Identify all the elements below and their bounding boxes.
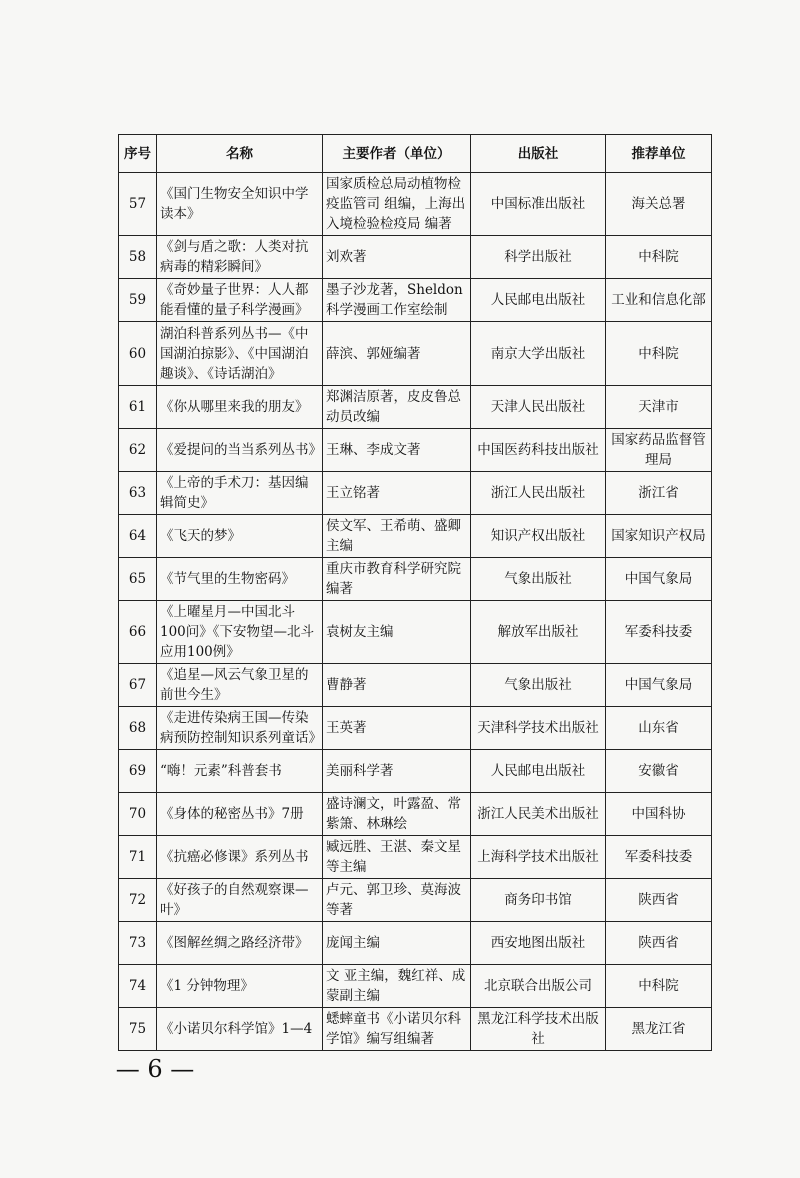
cell-recommender: 中科院 — [606, 965, 712, 1008]
cell-author: 侯文军、王希萌、盛卿主编 — [323, 515, 471, 558]
table-row — [119, 664, 712, 707]
cell-recommender: 陕西省 — [606, 879, 712, 922]
cell-title: 《身体的秘密丛书》7册 — [157, 793, 323, 836]
cell-author: 卢元、郭卫珍、莫海波等著 — [323, 879, 471, 922]
cell-title: 《追星—风云气象卫星的前世今生》 — [157, 664, 323, 707]
cell-publisher: 上海科学技术出版社 — [471, 836, 606, 879]
cell-title: 《1 分钟物理》 — [157, 965, 323, 1008]
cell-title: 《走进传染病王国—传染病预防控制知识系列童话》 — [157, 707, 323, 750]
cell-serial-number: 59 — [119, 279, 157, 322]
header-title: 名称 — [157, 135, 323, 173]
cell-title: 《剑与盾之歌：人类对抗病毒的精彩瞬间》 — [157, 236, 323, 279]
cell-serial-number: 57 — [119, 173, 157, 236]
cell-title: 《抗癌必修课》系列丛书 — [157, 836, 323, 879]
cell-author: 臧远胜、王湛、秦文星等主编 — [323, 836, 471, 879]
cell-publisher: 中国医药科技出版社 — [471, 429, 606, 472]
cell-serial-number: 66 — [119, 601, 157, 664]
recommended-books-table — [118, 134, 712, 1051]
cell-title: 湖泊科普系列丛书—《中国湖泊掠影》、《中国湖泊趣谈》、《诗话湖泊》 — [157, 322, 323, 386]
cell-publisher: 西安地图出版社 — [471, 922, 606, 965]
table-row — [119, 707, 712, 750]
cell-recommender: 陕西省 — [606, 922, 712, 965]
cell-serial-number: 68 — [119, 707, 157, 750]
cell-title: 《小诺贝尔科学馆》1—4 — [157, 1008, 323, 1051]
cell-recommender: 海关总署 — [606, 173, 712, 236]
cell-author: 郑渊洁原著，皮皮鲁总动员改编 — [323, 386, 471, 429]
table-row — [119, 322, 712, 386]
cell-recommender: 中国科协 — [606, 793, 712, 836]
cell-title: 《图解丝绸之路经济带》 — [157, 922, 323, 965]
cell-serial-number: 60 — [119, 322, 157, 386]
page-number: — 6 — — [115, 1055, 195, 1083]
cell-publisher: 解放军出版社 — [471, 601, 606, 664]
cell-author: 薛滨、郭娅编著 — [323, 322, 471, 386]
cell-serial-number: 70 — [119, 793, 157, 836]
cell-title: 《上曜星月—中国北斗100问》《下安物望—北斗应用100例》 — [157, 601, 323, 664]
cell-publisher: 气象出版社 — [471, 664, 606, 707]
cell-author: 刘欢著 — [323, 236, 471, 279]
cell-publisher: 天津科学技术出版社 — [471, 707, 606, 750]
cell-recommender: 中国气象局 — [606, 558, 712, 601]
table-row — [119, 558, 712, 601]
cell-publisher: 北京联合出版公司 — [471, 965, 606, 1008]
cell-recommender: 天津市 — [606, 386, 712, 429]
table-row — [119, 879, 712, 922]
cell-recommender: 浙江省 — [606, 472, 712, 515]
cell-serial-number: 74 — [119, 965, 157, 1008]
table-row — [119, 965, 712, 1008]
table-header-row — [119, 135, 712, 173]
cell-title: 《上帝的手术刀：基因编辑简史》 — [157, 472, 323, 515]
cell-publisher: 中国标准出版社 — [471, 173, 606, 236]
cell-title: 《爱提问的当当系列丛书》 — [157, 429, 323, 472]
cell-recommender: 工业和信息化部 — [606, 279, 712, 322]
cell-recommender: 国家药品监督管理局 — [606, 429, 712, 472]
cell-recommender: 中国气象局 — [606, 664, 712, 707]
cell-serial-number: 72 — [119, 879, 157, 922]
table-row — [119, 472, 712, 515]
cell-publisher: 黑龙江科学技术出版社 — [471, 1008, 606, 1051]
cell-author: 盛诗澜文，叶露盈、常紫箫、林琳绘 — [323, 793, 471, 836]
cell-publisher: 浙江人民美术出版社 — [471, 793, 606, 836]
cell-title: 《国门生物安全知识中学读本》 — [157, 173, 323, 236]
table-row — [119, 601, 712, 664]
table-row — [119, 429, 712, 472]
table-row — [119, 173, 712, 236]
cell-publisher: 浙江人民出版社 — [471, 472, 606, 515]
table-row — [119, 279, 712, 322]
header-recommender: 推荐单位 — [606, 135, 712, 173]
cell-author: 文 亚主编，魏红祥、成蒙副主编 — [323, 965, 471, 1008]
cell-author: 王立铭著 — [323, 472, 471, 515]
cell-publisher: 人民邮电出版社 — [471, 279, 606, 322]
cell-publisher: 知识产权出版社 — [471, 515, 606, 558]
cell-recommender: 军委科技委 — [606, 836, 712, 879]
cell-publisher: 天津人民出版社 — [471, 386, 606, 429]
cell-author: 墨子沙龙著，Sheldon 科学漫画工作室绘制 — [323, 279, 471, 322]
cell-recommender: 军委科技委 — [606, 601, 712, 664]
cell-recommender: 中科院 — [606, 322, 712, 386]
cell-serial-number: 64 — [119, 515, 157, 558]
cell-serial-number: 73 — [119, 922, 157, 965]
cell-recommender: 黑龙江省 — [606, 1008, 712, 1051]
cell-recommender: 中科院 — [606, 236, 712, 279]
cell-author: 曹静著 — [323, 664, 471, 707]
cell-author: 袁树友主编 — [323, 601, 471, 664]
cell-serial-number: 63 — [119, 472, 157, 515]
cell-author: 美丽科学著 — [323, 750, 471, 793]
cell-recommender: 国家知识产权局 — [606, 515, 712, 558]
cell-author: 国家质检总局动植物检疫监管司 组编，上海出入境检验检疫局 编著 — [323, 173, 471, 236]
cell-title: 《飞天的梦》 — [157, 515, 323, 558]
table-row — [119, 922, 712, 965]
table-row — [119, 236, 712, 279]
cell-serial-number: 61 — [119, 386, 157, 429]
cell-publisher: 科学出版社 — [471, 236, 606, 279]
cell-title: 《好孩子的自然观察课—叶》 — [157, 879, 323, 922]
table-row — [119, 793, 712, 836]
table-row — [119, 1008, 712, 1051]
cell-author: 王英著 — [323, 707, 471, 750]
table-row — [119, 515, 712, 558]
cell-serial-number: 71 — [119, 836, 157, 879]
cell-author: 庞闻主编 — [323, 922, 471, 965]
cell-publisher: 气象出版社 — [471, 558, 606, 601]
cell-title: 《奇妙量子世界：人人都能看懂的量子科学漫画》 — [157, 279, 323, 322]
cell-author: 蟋蟀童书《小诺贝尔科学馆》编写组编著 — [323, 1008, 471, 1051]
cell-publisher: 南京大学出版社 — [471, 322, 606, 386]
header-publisher: 出版社 — [471, 135, 606, 173]
table-row — [119, 750, 712, 793]
table-row — [119, 836, 712, 879]
header-serial-number: 序号 — [119, 135, 157, 173]
cell-serial-number: 67 — [119, 664, 157, 707]
cell-serial-number: 62 — [119, 429, 157, 472]
cell-publisher: 商务印书馆 — [471, 879, 606, 922]
cell-author: 重庆市教育科学研究院编著 — [323, 558, 471, 601]
cell-title: 《节气里的生物密码》 — [157, 558, 323, 601]
cell-serial-number: 69 — [119, 750, 157, 793]
header-author: 主要作者（单位） — [323, 135, 471, 173]
cell-title: “嗨！元素”科普套书 — [157, 750, 323, 793]
cell-title: 《你从哪里来我的朋友》 — [157, 386, 323, 429]
cell-serial-number: 65 — [119, 558, 157, 601]
cell-serial-number: 58 — [119, 236, 157, 279]
cell-publisher: 人民邮电出版社 — [471, 750, 606, 793]
cell-recommender: 安徽省 — [606, 750, 712, 793]
table-row — [119, 386, 712, 429]
cell-serial-number: 75 — [119, 1008, 157, 1051]
cell-author: 王琳、李成文著 — [323, 429, 471, 472]
cell-recommender: 山东省 — [606, 707, 712, 750]
